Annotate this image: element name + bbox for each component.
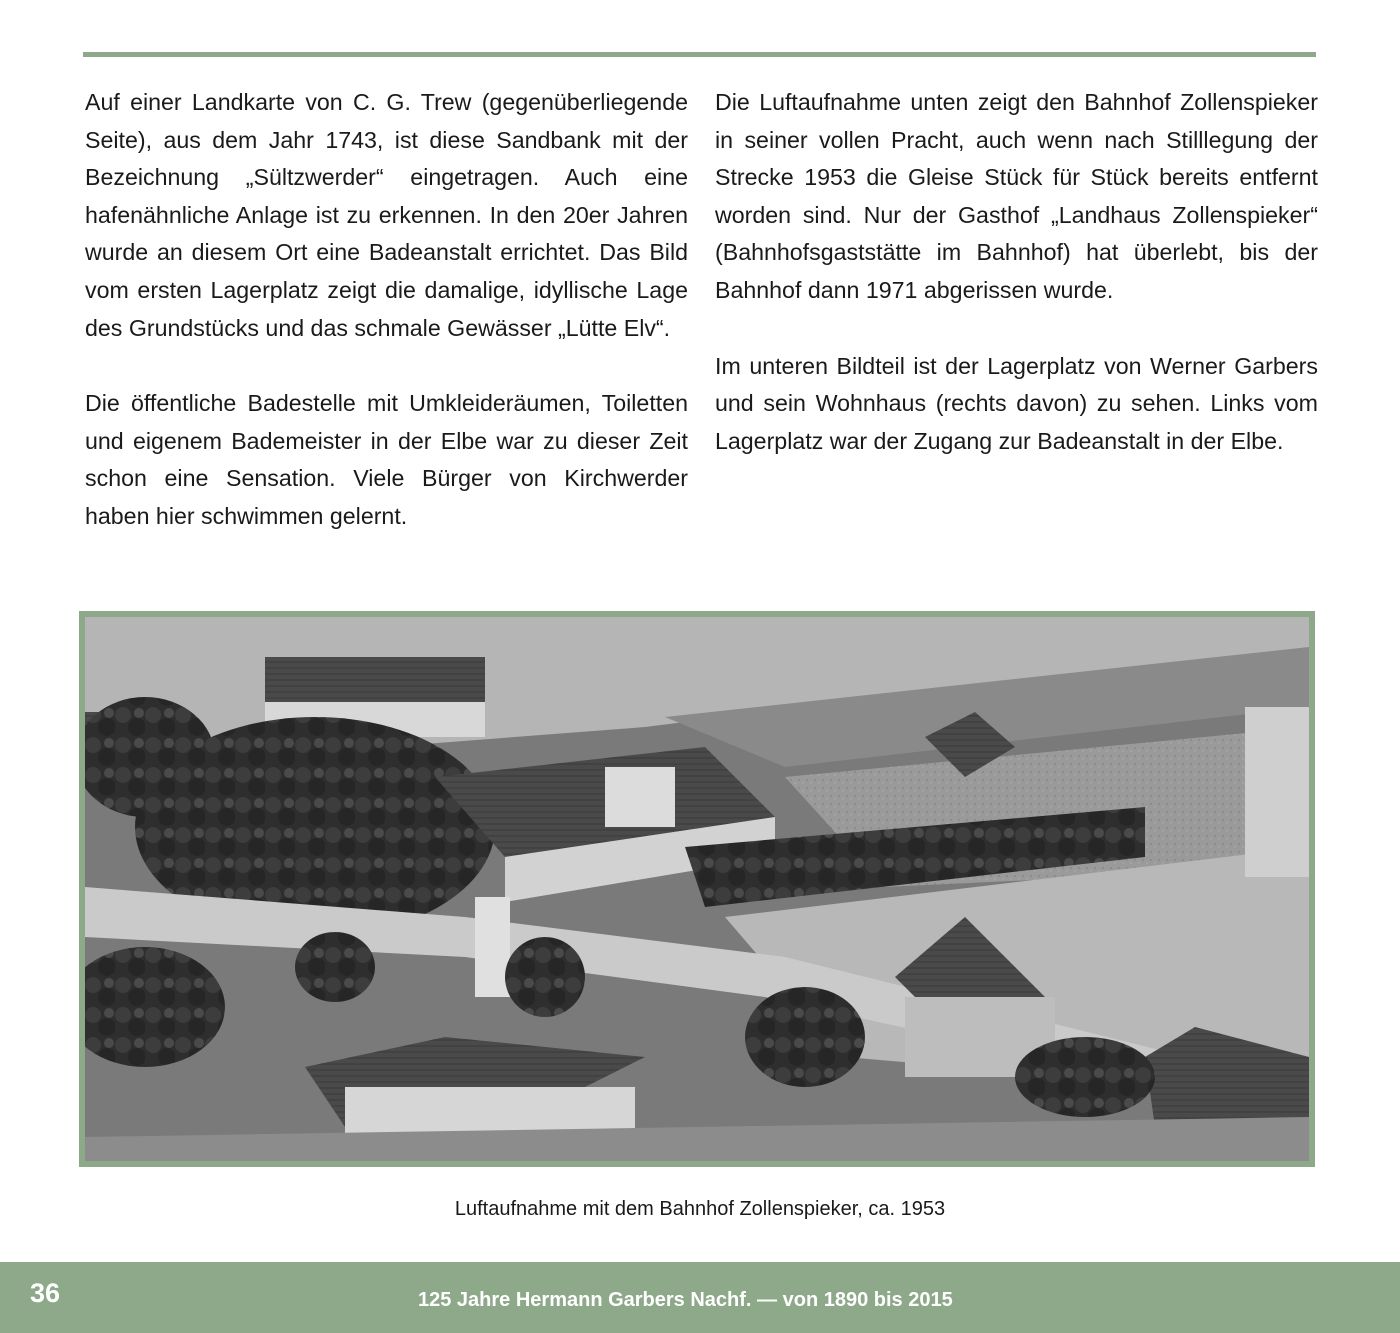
right-paragraph-1: Die Luftaufnahme unten zeigt den Bahnhof Zollenspieker in seiner vollen Pracht, auch wenn nach Stilllegung der Strecke 1953 die Gleise Stück für Stück bereits entfernt worden sind. Nur der Gasthof „Landhaus Zollenspieker“ (Bahnhofsgaststätte im Bahnhof) hat überlebt, bis der Bahnhof dann 1971 abgerissen wurde.	[715, 89, 1318, 303]
photo-caption: Luftaufnahme mit dem Bahnhof Zollenspieker, ca. 1953	[454, 1198, 946, 1220]
aerial-photo-illustration	[85, 617, 1309, 1161]
left-paragraph-2: Die öffentliche Badestelle mit Umkleideräumen, Toiletten und eigenem Bademeister in der Elbe war zu dieser Zeit schon eine Sensation. Viele Bürger von Kirchwerder haben hier schwimmen gelernt.	[85, 390, 688, 529]
left-paragraph-1: Auf einer Landkarte von C. G. Trew (gegenüberliegende Seite), aus dem Jahr 1743, ist diese Sandbank mit der Bezeichnung „Sültzwerder“ eingetragen. Auch eine hafenähnliche Anlage ist zu erkennen. In den 20er Jahren wurde an diesem Ort eine Badeanstalt errichtet. Das Bild vom ersten Lagerplatz zeigt die damalige, idyllische Lage des Grundstücks und das schmale Gewässer „Lütte Elv“.	[85, 89, 688, 341]
right-paragraph-2: Im unteren Bildteil ist der Lagerplatz von Werner Garbers und sein Wohnhaus (rechts davon) zu sehen. Links vom Lagerplatz war der Zugang zur Badeanstalt in der Elbe.	[715, 352, 1318, 454]
top-rule	[83, 52, 1316, 57]
footer-bar	[0, 1262, 1400, 1333]
footer-title: 125 Jahre Hermann Garbers Nachf. — von 1890 bis 2015	[418, 1289, 953, 1311]
right-column	[715, 84, 1318, 498]
aerial-photo	[79, 611, 1315, 1167]
left-column	[85, 84, 688, 574]
page-number: 36	[30, 1278, 61, 1308]
